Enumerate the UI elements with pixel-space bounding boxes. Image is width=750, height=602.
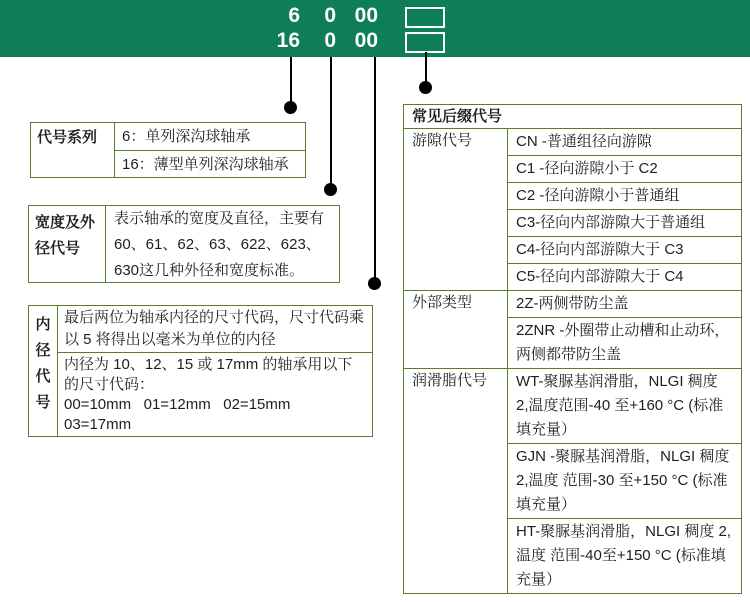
suffix-item: C5-径向内部游隙大于 C4 xyxy=(516,268,684,285)
connector-dot-width xyxy=(324,183,337,196)
bore-row2-line: 00=10mm 01=12mm 02=15mm xyxy=(64,396,291,413)
code-width-row2: 0 xyxy=(324,29,336,52)
width-box-text: 表示轴承的宽度及直径，主要有 60、61、62、63、622、623、630这几种外径和宽度标准。 xyxy=(114,210,325,279)
connector-dot-suffix xyxy=(419,81,432,94)
bore-row2-line: 内径为 10、12、15 或 17mm 的轴承用以下的尺寸代码： xyxy=(64,356,353,393)
suffix-outline-box-2 xyxy=(405,32,445,53)
suffix-item: 2ZNR -外圈带止动槽和止动环，两侧都带防尘盖 xyxy=(516,322,730,363)
width-box-label-line2: 径代号 xyxy=(35,240,81,257)
code-bore-row2: 00 xyxy=(354,29,378,52)
code-bore-row1: 00 xyxy=(354,4,378,27)
suffix-codes-table xyxy=(403,104,742,594)
width-box-label-line1: 宽度及外 xyxy=(35,214,96,231)
connector-line-suffix xyxy=(425,52,427,83)
series-row: 6：单列深沟球轴承 xyxy=(115,123,305,151)
section-label: 润滑脂代号 xyxy=(404,369,508,593)
code-series-row1: 6 xyxy=(288,4,300,27)
suffix-item: C2 -径向游隙小于普通组 xyxy=(508,183,741,210)
suffix-section-clearance xyxy=(404,129,741,291)
suffix-item: GJN -聚脲基润滑脂，NLGI 稠度 2,温度 范围-30 至+150 °C (标准填充量） xyxy=(508,444,741,519)
series-code-box xyxy=(30,122,306,178)
connector-line-series xyxy=(290,57,292,103)
section-items xyxy=(508,129,741,290)
bore-box-row1: 最后两位为轴承内径的尺寸代码，尺寸代码乘以 5 将得出以毫米为单位的内径 xyxy=(58,306,372,353)
bore-row2-line: 03=17mm xyxy=(64,416,132,433)
bore-box-content xyxy=(58,306,372,436)
suffix-item: WT-聚脲基润滑脂，NLGI 稠度 2,温度范围-40 至+160 °C (标准填充量） xyxy=(508,369,741,444)
suffix-item: 2Z-两侧带防尘盖 xyxy=(508,291,741,318)
suffix-item: C4-径向内部游隙大于 C3 xyxy=(508,237,741,264)
connector-line-width xyxy=(330,57,332,185)
bore-box-label: 内径代号 xyxy=(29,306,58,436)
suffix-item: C3-径向内部游隙大于普通组 xyxy=(508,210,741,237)
bore-code-box xyxy=(28,305,373,437)
suffix-item: HT-聚脲基润滑脂，NLGI 稠度 2,温度 范围-40至+150 °C (标准填充量） xyxy=(516,523,732,588)
code-series-row2: 16 xyxy=(276,29,300,52)
suffix-outline-box-1 xyxy=(405,7,445,28)
suffix-table-title: 常见后缀代号 xyxy=(404,105,741,129)
suffix-section-grease xyxy=(404,369,741,593)
section-items xyxy=(508,369,741,593)
section-items xyxy=(508,291,741,368)
suffix-item: CN -普通组径向游隙 xyxy=(508,129,741,156)
section-label: 游隙代号 xyxy=(404,129,508,290)
code-width-row1: 0 xyxy=(324,4,336,27)
section-label: 外部类型 xyxy=(404,291,508,368)
connector-line-bore xyxy=(374,57,376,279)
bore-box-row2 xyxy=(58,353,372,437)
suffix-item: C1 -径向游隙小于 C2 xyxy=(508,156,741,183)
width-od-code-box xyxy=(28,205,340,283)
series-box-label: 代号系列 xyxy=(31,123,115,177)
code-bar xyxy=(0,0,750,57)
connector-dot-bore xyxy=(368,277,381,290)
width-box-label xyxy=(29,206,106,282)
suffix-section-external xyxy=(404,291,741,369)
connector-dot-series xyxy=(284,101,297,114)
series-box-rows xyxy=(115,123,305,177)
series-row: 16：薄型单列深沟球轴承 xyxy=(122,156,289,173)
